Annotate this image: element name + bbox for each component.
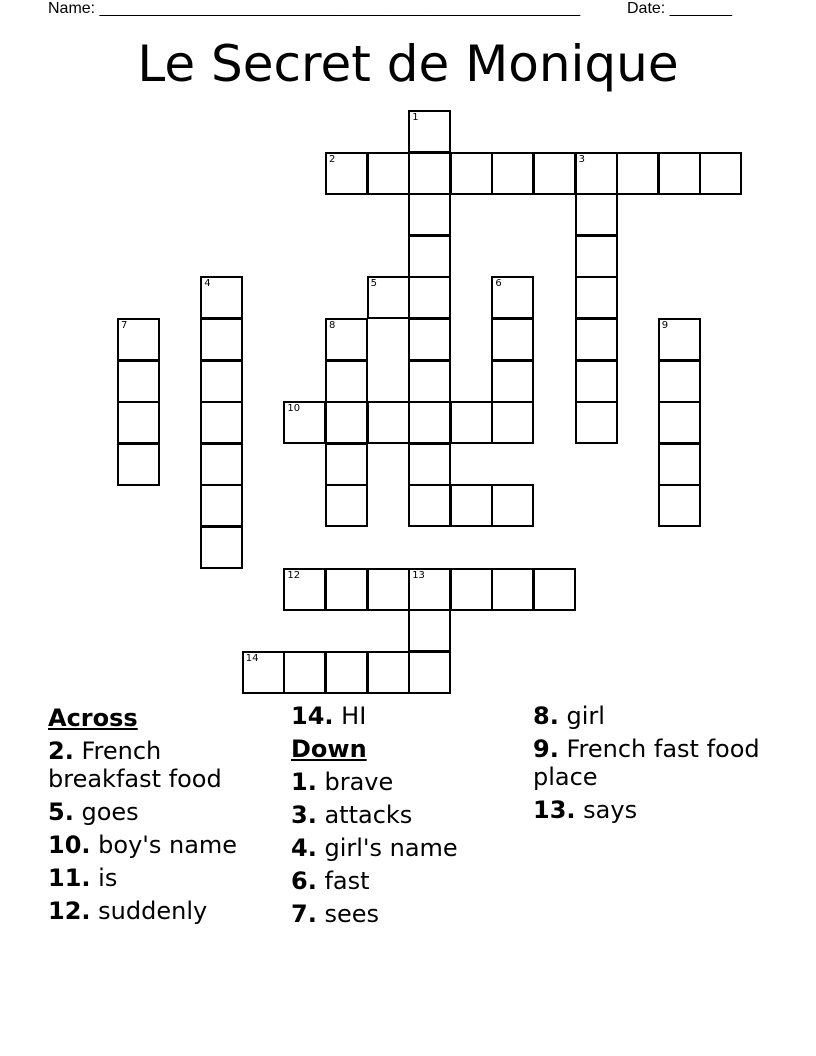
grid-cell[interactable] — [450, 152, 493, 195]
grid-cell[interactable] — [242, 651, 285, 694]
grid-cell[interactable] — [200, 526, 243, 569]
clue-text: HI — [341, 702, 367, 730]
clue-text: is — [98, 864, 118, 892]
clue-down-13 — [533, 796, 773, 824]
cell-number: 10 — [287, 403, 301, 415]
clue-across-14 — [291, 702, 521, 730]
grid-cell[interactable] — [200, 484, 243, 527]
clue-text: girl — [566, 702, 605, 730]
name-line: Name: ______________________________________________________ — [48, 0, 581, 17]
across-heading: Across — [48, 704, 138, 732]
grid-cell[interactable] — [325, 651, 368, 694]
clue-down-9 — [533, 735, 773, 791]
grid-cell[interactable] — [408, 193, 451, 236]
grid-cell[interactable] — [408, 318, 451, 361]
clue-text: suddenly — [98, 897, 208, 925]
grid-cell[interactable] — [491, 360, 534, 403]
clue-number: 1. — [291, 768, 317, 796]
grid-cell[interactable] — [283, 651, 326, 694]
grid-cell[interactable] — [658, 401, 701, 444]
grid-cell[interactable] — [283, 568, 326, 611]
clues-column-1 — [48, 702, 278, 930]
clue-down-1 — [291, 768, 521, 796]
grid-cell[interactable] — [575, 235, 618, 278]
grid-cell[interactable] — [325, 318, 368, 361]
grid-cell[interactable] — [408, 443, 451, 486]
clue-text: French breakfast food — [48, 737, 222, 793]
clue-number: 9. — [533, 735, 559, 763]
clue-text: girl's name — [324, 834, 458, 862]
cell-number: 3 — [578, 153, 585, 165]
clue-number: 4. — [291, 834, 317, 862]
grid-cell[interactable] — [575, 193, 618, 236]
clue-number: 6. — [291, 867, 317, 895]
clue-across-12 — [48, 897, 278, 925]
grid-cell[interactable] — [200, 276, 243, 319]
grid-cell[interactable] — [575, 318, 618, 361]
grid-cell[interactable] — [491, 484, 534, 527]
clue-text: fast — [324, 867, 370, 895]
clue-number: 7. — [291, 900, 317, 928]
clue-number: 5. — [48, 798, 74, 826]
grid-cell[interactable] — [117, 318, 160, 361]
date-line: Date: _______ — [627, 0, 732, 17]
grid-cell[interactable] — [367, 401, 410, 444]
grid-cell[interactable] — [575, 152, 618, 195]
grid-cell[interactable] — [408, 568, 451, 611]
grid-cell[interactable] — [117, 360, 160, 403]
clue-number: 3. — [291, 801, 317, 829]
grid-cell[interactable] — [325, 568, 368, 611]
clue-number: 12. — [48, 897, 91, 925]
grid-cell[interactable] — [491, 568, 534, 611]
clue-across-5 — [48, 798, 278, 826]
grid-cell[interactable] — [200, 401, 243, 444]
clue-text: sees — [324, 900, 380, 928]
clue-text: attacks — [324, 801, 413, 829]
grid-cell[interactable] — [491, 152, 534, 195]
grid-cell[interactable] — [200, 318, 243, 361]
clue-text: brave — [324, 768, 394, 796]
grid-cell[interactable] — [450, 484, 493, 527]
grid-cell[interactable] — [325, 443, 368, 486]
grid-cell[interactable] — [117, 401, 160, 444]
grid-cell[interactable] — [408, 401, 451, 444]
down-heading: Down — [291, 735, 367, 763]
clue-number: 14. — [291, 702, 334, 730]
cell-number: 6 — [495, 278, 502, 290]
clue-number: 8. — [533, 702, 559, 730]
grid-cell[interactable] — [575, 401, 618, 444]
clue-down-7 — [291, 900, 521, 928]
grid-cell[interactable] — [408, 360, 451, 403]
grid-cell[interactable] — [450, 401, 493, 444]
grid-cell[interactable] — [658, 360, 701, 403]
grid-cell[interactable] — [200, 443, 243, 486]
page-title: Le Secret de Monique — [137, 35, 679, 93]
clue-down-8 — [533, 702, 773, 730]
grid-cell[interactable] — [408, 152, 451, 195]
clues-column-2 — [291, 702, 521, 933]
grid-cell[interactable] — [616, 152, 659, 195]
grid-cell[interactable] — [283, 401, 326, 444]
grid-cell[interactable] — [533, 568, 576, 611]
clue-text: French fast food place — [533, 735, 760, 791]
cell-number: 5 — [370, 278, 377, 290]
clue-down-4 — [291, 834, 521, 862]
grid-cell[interactable] — [367, 568, 410, 611]
grid-cell[interactable] — [658, 318, 701, 361]
cell-number: 12 — [287, 569, 301, 581]
grid-cell[interactable] — [367, 276, 410, 319]
grid-cell[interactable] — [658, 484, 701, 527]
grid-cell[interactable] — [491, 276, 534, 319]
grid-cell[interactable] — [408, 110, 451, 153]
cell-number: 1 — [412, 112, 419, 123]
grid-cell[interactable] — [575, 360, 618, 403]
grid-cell[interactable] — [325, 401, 368, 444]
clue-text: boy's name — [98, 831, 238, 859]
grid-cell[interactable] — [200, 360, 243, 403]
cell-number: 7 — [121, 320, 128, 331]
grid-cell[interactable] — [117, 443, 160, 486]
grid-cell[interactable] — [699, 152, 742, 195]
grid-cell[interactable] — [408, 484, 451, 527]
cell-number: 13 — [412, 569, 425, 581]
grid-cell[interactable] — [408, 276, 451, 319]
clue-across-10 — [48, 831, 278, 859]
grid-cell[interactable] — [658, 443, 701, 486]
grid-cell[interactable] — [491, 401, 534, 444]
clue-across-2 — [48, 737, 278, 793]
cell-number: 2 — [329, 153, 336, 165]
clue-down-6 — [291, 867, 521, 895]
grid-cell[interactable] — [533, 152, 576, 195]
clue-number: 10. — [48, 831, 91, 859]
grid-cell[interactable] — [575, 276, 618, 319]
grid-cell[interactable] — [325, 484, 368, 527]
cell-number: 8 — [329, 320, 336, 331]
clues-column-3 — [533, 702, 773, 829]
grid-cell[interactable] — [408, 609, 451, 652]
grid-cell[interactable] — [408, 651, 451, 694]
grid-cell[interactable] — [325, 360, 368, 403]
grid-cell[interactable] — [408, 235, 451, 278]
grid-cell[interactable] — [367, 152, 410, 195]
grid-cell[interactable] — [491, 318, 534, 361]
grid-cell[interactable] — [325, 152, 368, 195]
cell-number: 14 — [245, 652, 259, 664]
clue-down-3 — [291, 801, 521, 829]
clue-number: 13. — [533, 796, 576, 824]
grid-cell[interactable] — [367, 651, 410, 694]
clue-text: goes — [81, 798, 139, 826]
clue-number: 11. — [48, 864, 91, 892]
clue-text: says — [583, 796, 638, 824]
grid-cell[interactable] — [658, 152, 701, 195]
cell-number: 4 — [204, 278, 211, 290]
grid-cell[interactable] — [450, 568, 493, 611]
clue-number: 2. — [48, 737, 74, 765]
cell-number: 9 — [661, 320, 669, 331]
clue-across-11 — [48, 864, 278, 892]
